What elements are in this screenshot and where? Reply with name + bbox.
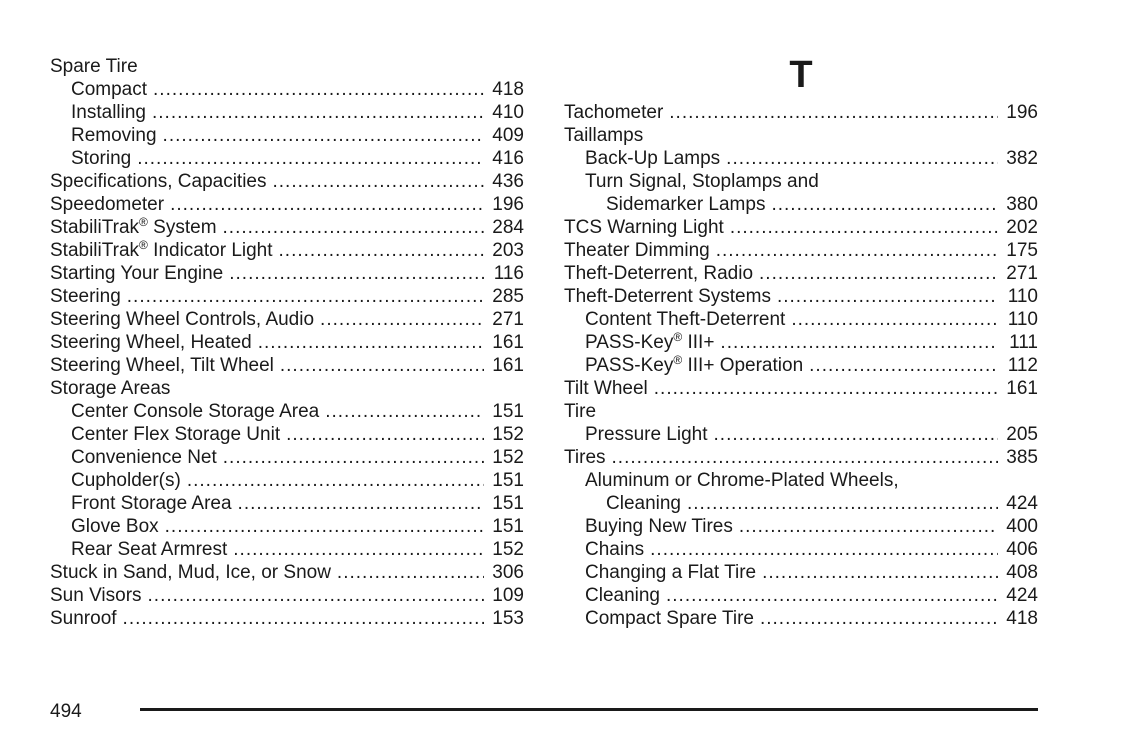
- entry-label-text: Speedometer: [50, 194, 165, 215]
- index-entry: [564, 216, 1038, 239]
- dot-leader: [716, 239, 998, 262]
- index-entry: [564, 584, 1038, 607]
- entry-label-text: Removing: [71, 125, 157, 146]
- entry-label-text: Buying New Tires: [585, 516, 733, 537]
- entry-label-text: Tilt Wheel: [564, 378, 648, 399]
- entry-page-number: 416: [492, 148, 524, 169]
- entry-label: [585, 423, 708, 446]
- entry-label: [564, 101, 663, 124]
- entry-label: [585, 561, 756, 584]
- entry-label: [585, 331, 714, 354]
- dot-leader: [273, 170, 485, 193]
- dot-leader: [762, 561, 998, 584]
- index-entry: [50, 170, 524, 193]
- entry-page-number: 424: [1006, 493, 1038, 514]
- dot-leader: [759, 262, 998, 285]
- entry-label-text: PASS-Key: [585, 355, 674, 376]
- entry-label-text: Compact: [71, 79, 148, 100]
- index-entry: [50, 469, 524, 492]
- entry-label-text: Theft-Deterrent Systems: [564, 286, 771, 307]
- index-entry: [50, 308, 524, 331]
- dot-leader: [170, 193, 484, 216]
- entry-label: [585, 170, 819, 193]
- dot-leader: [730, 216, 998, 239]
- entry-page-number: 409: [492, 125, 524, 146]
- entry-label: [71, 423, 280, 446]
- entry-label: [606, 492, 681, 515]
- entry-page-number: 385: [1006, 447, 1038, 468]
- entry-label-text: Center Console Storage Area: [71, 401, 320, 422]
- entry-label: [50, 584, 142, 607]
- entry-label: [585, 538, 644, 561]
- index-entry: [50, 216, 524, 239]
- index-entry: [564, 331, 1038, 354]
- dot-leader: [777, 285, 998, 308]
- entry-label-text: StabiliTrak: [50, 240, 140, 261]
- entry-label-text: Cleaning: [606, 493, 681, 514]
- registered-mark: ®: [139, 239, 148, 252]
- entry-page-number: 152: [492, 447, 524, 468]
- index-entry: [564, 124, 1038, 147]
- dot-leader: [187, 469, 484, 492]
- entry-label-text: Pressure Light: [585, 424, 708, 445]
- index-entry: [564, 285, 1038, 308]
- entry-page-number: 152: [492, 539, 524, 560]
- entry-label-text: Steering Wheel, Heated: [50, 332, 252, 353]
- dot-leader: [669, 101, 998, 124]
- dot-leader: [337, 561, 484, 584]
- entry-label-text: TCS Warning Light: [564, 217, 724, 238]
- entry-label: [50, 216, 217, 239]
- entry-label: [585, 147, 720, 170]
- entry-label: [564, 262, 753, 285]
- index-entry: [50, 492, 524, 515]
- entry-label-text: Stuck in Sand, Mud, Ice, or Snow: [50, 562, 331, 583]
- dot-leader: [165, 515, 484, 538]
- index-entry: [50, 101, 524, 124]
- index-entry: [564, 538, 1038, 561]
- entry-label-text: Tire: [564, 401, 597, 422]
- entry-page-number: 285: [492, 286, 524, 307]
- entry-label-text: Aluminum or Chrome-Plated Wheels,: [585, 470, 899, 491]
- entry-label-text: Steering Wheel, Tilt Wheel: [50, 355, 274, 376]
- index-entry: [50, 285, 524, 308]
- entry-label-text: Cleaning: [585, 585, 660, 606]
- entry-label: [585, 469, 899, 492]
- entry-label: [585, 607, 754, 630]
- dot-leader: [739, 515, 998, 538]
- entry-label: [50, 377, 170, 400]
- index-entry: [564, 354, 1038, 377]
- index-entry: [564, 469, 1038, 492]
- registered-mark: ®: [673, 331, 683, 344]
- entry-label: [585, 515, 733, 538]
- dot-leader: [153, 78, 484, 101]
- index-entries-right: [564, 101, 1038, 630]
- entry-label-text: Taillamps: [564, 125, 644, 146]
- entry-label: [50, 262, 223, 285]
- entry-label-text: Sunroof: [50, 608, 117, 629]
- dot-leader: [163, 124, 484, 147]
- entry-label: [71, 400, 319, 423]
- entry-label: [50, 354, 274, 377]
- dot-leader: [238, 492, 484, 515]
- entry-label-text: Center Flex Storage Unit: [71, 424, 281, 445]
- dot-leader: [123, 607, 484, 630]
- entry-page-number: 380: [1006, 194, 1038, 215]
- index-entry: [564, 262, 1038, 285]
- entry-label-text: Theater Dimming: [564, 240, 710, 261]
- dot-leader: [127, 285, 484, 308]
- footer-rule: [140, 708, 1038, 711]
- dot-leader: [720, 331, 998, 354]
- entry-label-text: Chains: [585, 539, 645, 560]
- dot-leader: [280, 354, 484, 377]
- entry-label: [71, 469, 181, 492]
- entry-label-text: Front Storage Area: [71, 493, 232, 514]
- entry-page-number: 203: [492, 240, 524, 261]
- entry-label: [50, 170, 267, 193]
- index-entry: [564, 515, 1038, 538]
- index-column-right: [564, 55, 1038, 630]
- entry-label: [71, 538, 227, 561]
- dot-leader: [791, 308, 998, 331]
- entry-label-text: Installing: [71, 102, 146, 123]
- dot-leader: [809, 354, 998, 377]
- entry-label-text: Theft-Deterrent, Radio: [564, 263, 754, 284]
- entry-page-number: 400: [1006, 516, 1038, 537]
- dot-leader: [223, 446, 484, 469]
- entry-page-number: 152: [492, 424, 524, 445]
- index-entry: [564, 607, 1038, 630]
- index-entry: [50, 262, 524, 285]
- entry-page-number: 202: [1006, 217, 1038, 238]
- entry-label: [585, 584, 660, 607]
- index-column-left: [50, 55, 524, 630]
- entry-label: [564, 216, 724, 239]
- dot-leader: [223, 216, 484, 239]
- dot-leader: [666, 584, 998, 607]
- index-entry: [50, 446, 524, 469]
- index-entry: [50, 147, 524, 170]
- index-entry: [50, 607, 524, 630]
- entry-label: [564, 285, 771, 308]
- index-entry: [50, 538, 524, 561]
- entry-page-number: 112: [1007, 355, 1038, 376]
- entry-label-text: Steering: [50, 286, 121, 307]
- entry-label-text: Turn Signal, Stoplamps and: [585, 171, 819, 192]
- dot-leader: [726, 147, 998, 170]
- entry-page-number: 436: [492, 171, 524, 192]
- entry-page-number: 382: [1006, 148, 1038, 169]
- entry-label: [71, 124, 157, 147]
- dot-leader: [654, 377, 998, 400]
- index-entry: [564, 101, 1038, 124]
- entry-page-number: 161: [492, 332, 524, 353]
- dot-leader: [714, 423, 998, 446]
- entry-label-text: Storage Areas: [50, 378, 171, 399]
- entry-label-text: Glove Box: [71, 516, 159, 537]
- entry-page-number: 284: [492, 217, 524, 238]
- entry-label: [564, 377, 648, 400]
- index-entry: [564, 239, 1038, 262]
- entry-page-number: 111: [1009, 332, 1038, 353]
- entry-page-number: 196: [492, 194, 524, 215]
- page-number: 494: [50, 701, 82, 722]
- entry-label: [606, 193, 765, 216]
- entry-page-number: 424: [1006, 585, 1038, 606]
- entry-label-text: Sidemarker Lamps: [606, 194, 766, 215]
- entry-label: [564, 239, 710, 262]
- entry-label: [585, 308, 785, 331]
- entry-label-text: StabiliTrak: [50, 217, 140, 238]
- entry-page-number: 408: [1006, 562, 1038, 583]
- entry-label: [564, 124, 643, 147]
- entry-label: [564, 400, 596, 423]
- entry-page-number: 418: [1006, 608, 1038, 629]
- entry-label-text: Compact Spare Tire: [585, 608, 754, 629]
- index-entry: [50, 400, 524, 423]
- dot-leader: [233, 538, 484, 561]
- entry-page-number: 116: [493, 263, 524, 284]
- entry-label-text: Cupholder(s): [71, 470, 181, 491]
- dot-leader: [760, 607, 998, 630]
- entry-page-number: 196: [1006, 102, 1038, 123]
- entry-label: [71, 147, 131, 170]
- entry-page-number: 110: [1007, 286, 1038, 307]
- index-entry: [564, 377, 1038, 400]
- entry-page-number: 151: [492, 516, 524, 537]
- entry-page-number: 151: [492, 493, 524, 514]
- entry-page-number: 205: [1006, 424, 1038, 445]
- index-entry: [50, 78, 524, 101]
- entry-label-text: Sun Visors: [50, 585, 142, 606]
- entry-label-text: Steering Wheel Controls, Audio: [50, 309, 315, 330]
- entry-label-text: Spare Tire: [50, 56, 138, 77]
- dot-leader: [320, 308, 484, 331]
- entry-label-suffix: Indicator Light: [147, 240, 273, 261]
- entry-label: [50, 331, 252, 354]
- index-entry: [50, 193, 524, 216]
- entry-page-number: 271: [1006, 263, 1038, 284]
- entry-label-suffix: III+ Operation: [682, 355, 804, 376]
- entry-label: [71, 101, 146, 124]
- entry-page-number: 175: [1006, 240, 1038, 261]
- index-entry: [564, 193, 1038, 216]
- index-entry: [50, 55, 524, 78]
- dot-leader: [771, 193, 998, 216]
- entry-label: [50, 239, 273, 262]
- entry-page-number: 418: [492, 79, 524, 100]
- entry-label-suffix: System: [147, 217, 217, 238]
- entry-label: [50, 308, 314, 331]
- entry-page-number: 410: [492, 102, 524, 123]
- entry-page-number: 151: [492, 470, 524, 491]
- section-letter: T: [789, 54, 813, 96]
- entry-page-number: 406: [1006, 539, 1038, 560]
- entry-page-number: 110: [1007, 309, 1038, 330]
- index-entry: [50, 124, 524, 147]
- index-entry: [50, 377, 524, 400]
- entry-label-text: Storing: [71, 148, 132, 169]
- entry-label-text: Content Theft-Deterrent: [585, 309, 786, 330]
- entry-page-number: 161: [492, 355, 524, 376]
- dot-leader: [258, 331, 484, 354]
- entry-label-text: Tachometer: [564, 102, 664, 123]
- entry-label: [71, 515, 159, 538]
- entry-label-text: Rear Seat Armrest: [71, 539, 228, 560]
- dot-leader: [650, 538, 998, 561]
- entry-label: [50, 607, 117, 630]
- index-entry: [50, 354, 524, 377]
- index-entry: [564, 446, 1038, 469]
- index-entry: [50, 561, 524, 584]
- entry-label-text: Specifications, Capacities: [50, 171, 267, 192]
- entry-label-text: PASS-Key: [585, 332, 674, 353]
- dot-leader: [325, 400, 484, 423]
- dot-leader: [229, 262, 484, 285]
- entry-page-number: 151: [492, 401, 524, 422]
- index-entry: [50, 331, 524, 354]
- entry-label: [564, 446, 606, 469]
- entry-label: [71, 492, 232, 515]
- index-entry: [564, 423, 1038, 446]
- entry-label-text: Tires: [564, 447, 606, 468]
- index-entry: [564, 170, 1038, 193]
- entry-label: [50, 55, 138, 78]
- entry-label-text: Back-Up Lamps: [585, 148, 721, 169]
- index-entry: [50, 423, 524, 446]
- dot-leader: [279, 239, 484, 262]
- index-entry: [50, 515, 524, 538]
- entry-page-number: 306: [492, 562, 524, 583]
- entry-label-suffix: III+: [682, 332, 715, 353]
- index-entry: [564, 308, 1038, 331]
- entry-label: [585, 354, 803, 377]
- entry-label-text: Convenience Net: [71, 447, 217, 468]
- index-entry: [564, 147, 1038, 170]
- entry-label: [50, 193, 164, 216]
- entry-label: [71, 446, 217, 469]
- entry-page-number: 109: [492, 585, 524, 606]
- index-entry: [50, 239, 524, 262]
- entry-label-text: Changing a Flat Tire: [585, 562, 757, 583]
- entry-label: [71, 78, 147, 101]
- dot-leader: [286, 423, 484, 446]
- index-entry: [564, 400, 1038, 423]
- index-entry: [564, 492, 1038, 515]
- entry-label-text: Starting Your Engine: [50, 263, 224, 284]
- entry-page-number: 153: [492, 608, 524, 629]
- dot-leader: [687, 492, 998, 515]
- entry-label: [50, 561, 331, 584]
- dot-leader: [137, 147, 484, 170]
- index-entry: [50, 584, 524, 607]
- dot-leader: [612, 446, 998, 469]
- registered-mark: ®: [673, 354, 683, 367]
- index-entry: [564, 561, 1038, 584]
- entry-page-number: 271: [492, 309, 524, 330]
- registered-mark: ®: [139, 216, 148, 229]
- entry-page-number: 161: [1006, 378, 1038, 399]
- entry-label: [50, 285, 121, 308]
- dot-leader: [148, 584, 484, 607]
- dot-leader: [152, 101, 484, 124]
